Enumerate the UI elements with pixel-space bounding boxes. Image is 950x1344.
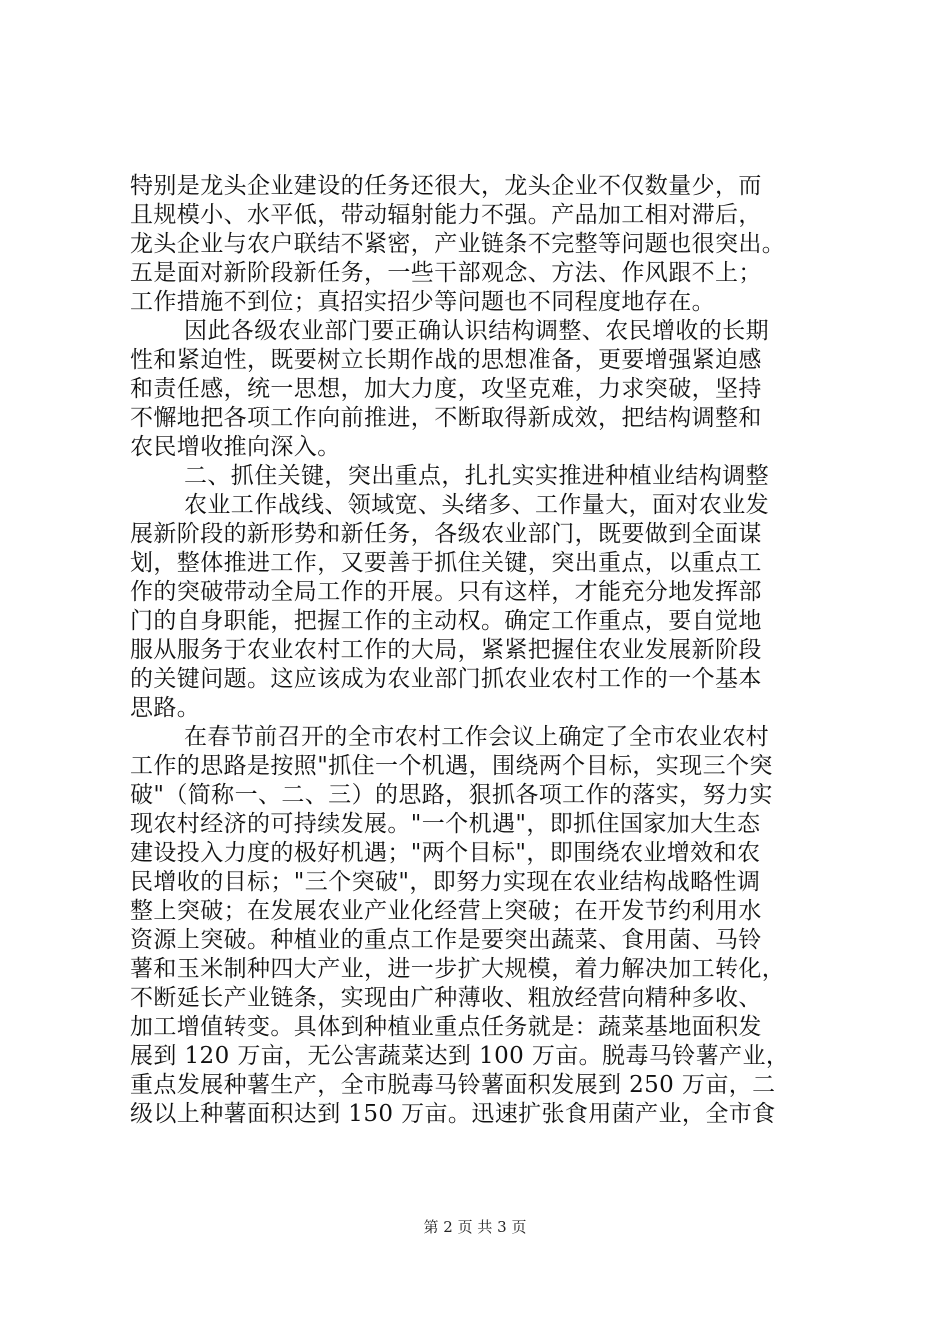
text-line: 作的突破带动全局工作的开展。只有这样，才能充分地发挥部 [130, 579, 762, 605]
text-line: 级以上种薯面积达到 150 万亩。迅速扩张食用菌产业，全市食 [130, 1101, 776, 1127]
text-line: 和责任感，统一思想，加大力度，攻坚克难，力求突破，坚持 [130, 376, 762, 402]
text-line: 工作措施不到位；真招实招少等问题也不同程度地存在。 [130, 289, 715, 315]
text-line: 龙头企业与农户联结不紧密，产业链条不完整等问题也很突出。 [130, 231, 786, 257]
text-line: 且规模小、水平低，带动辐射能力不强。产品加工相对滞后， [130, 202, 762, 228]
text-line: 薯和玉米制种四大产业，进一步扩大规模，着力解决加工转化， [130, 956, 786, 982]
text-line: 特别是龙头企业建设的任务还很大，龙头企业不仅数量少，而 [130, 173, 762, 199]
text-line: 现农村经济的可持续发展。"一个机遇"，即抓住国家加大生态 [130, 811, 761, 837]
text-line: 思路。 [130, 695, 201, 721]
section-heading: 二、抓住关键，突出重点，扎扎实实推进种植业结构调整 [184, 463, 769, 489]
text-line: 民增收的目标；"三个突破"，即努力实现在农业结构战略性调 [130, 869, 761, 895]
text-line: 工作的思路是按照"抓住一个机遇，围绕两个目标，实现三个突 [130, 753, 773, 779]
text-line: 农民增收推向深入。 [130, 434, 341, 460]
text-line: 划，整体推进工作，又要善于抓住关键，突出重点，以重点工 [130, 550, 762, 576]
paragraph-start-line: 因此各级农业部门要正确认识结构调整、农民增收的长期 [184, 318, 769, 344]
document-body [130, 172, 830, 1129]
text-line: 展到 120 万亩，无公害蔬菜达到 100 万亩。脱毒马铃薯产业， [130, 1043, 790, 1069]
text-line: 建设投入力度的极好机遇；"两个目标"，即围绕农业增效和农 [130, 840, 761, 866]
text-line: 门的自身职能，把握工作的主动权。确定工作重点，要自觉地 [130, 608, 762, 634]
text-line: 不懈地把各项工作向前推进，不断取得新成效，把结构调整和 [130, 405, 762, 431]
text-line: 性和紧迫性，既要树立长期作战的思想准备，更要增强紧迫感 [130, 347, 762, 373]
text-line: 加工增值转变。具体到种植业重点任务就是：蔬菜基地面积发 [130, 1014, 762, 1040]
page-number-footer: 第 2 页 共 3 页 [423, 1218, 527, 1236]
text-line: 展新阶段的新形势和新任务，各级农业部门，既要做到全面谋 [130, 521, 762, 547]
text-line: 服从服务于农业农村工作的大局，紧紧把握住农业发展新阶段 [130, 637, 762, 663]
text-line: 资源上突破。种植业的重点工作是要突出蔬菜、食用菌、马铃 [130, 927, 762, 953]
text-line: 的关键问题。这应该成为农业部门抓农业农村工作的一个基本 [130, 666, 762, 692]
text-line: 不断延长产业链条，实现由广种薄收、粗放经营向精种多收、 [130, 985, 762, 1011]
paragraph-start-line: 在春节前召开的全市农村工作会议上确定了全市农业农村 [184, 724, 769, 750]
text-line: 五是面对新阶段新任务，一些干部观念、方法、作风跟不上； [130, 260, 762, 286]
text-line: 整上突破；在发展农业产业化经营上突破；在开发节约利用水 [130, 898, 762, 924]
text-line: 重点发展种薯生产，全市脱毒马铃薯面积发展到 250 万亩，二 [130, 1072, 776, 1098]
text-line: 破"（简称一、二、三）的思路，狠抓各项工作的落实，努力实 [130, 782, 773, 808]
paragraph-start-line: 农业工作战线、领域宽、头绪多、工作量大，面对农业发 [184, 492, 769, 518]
